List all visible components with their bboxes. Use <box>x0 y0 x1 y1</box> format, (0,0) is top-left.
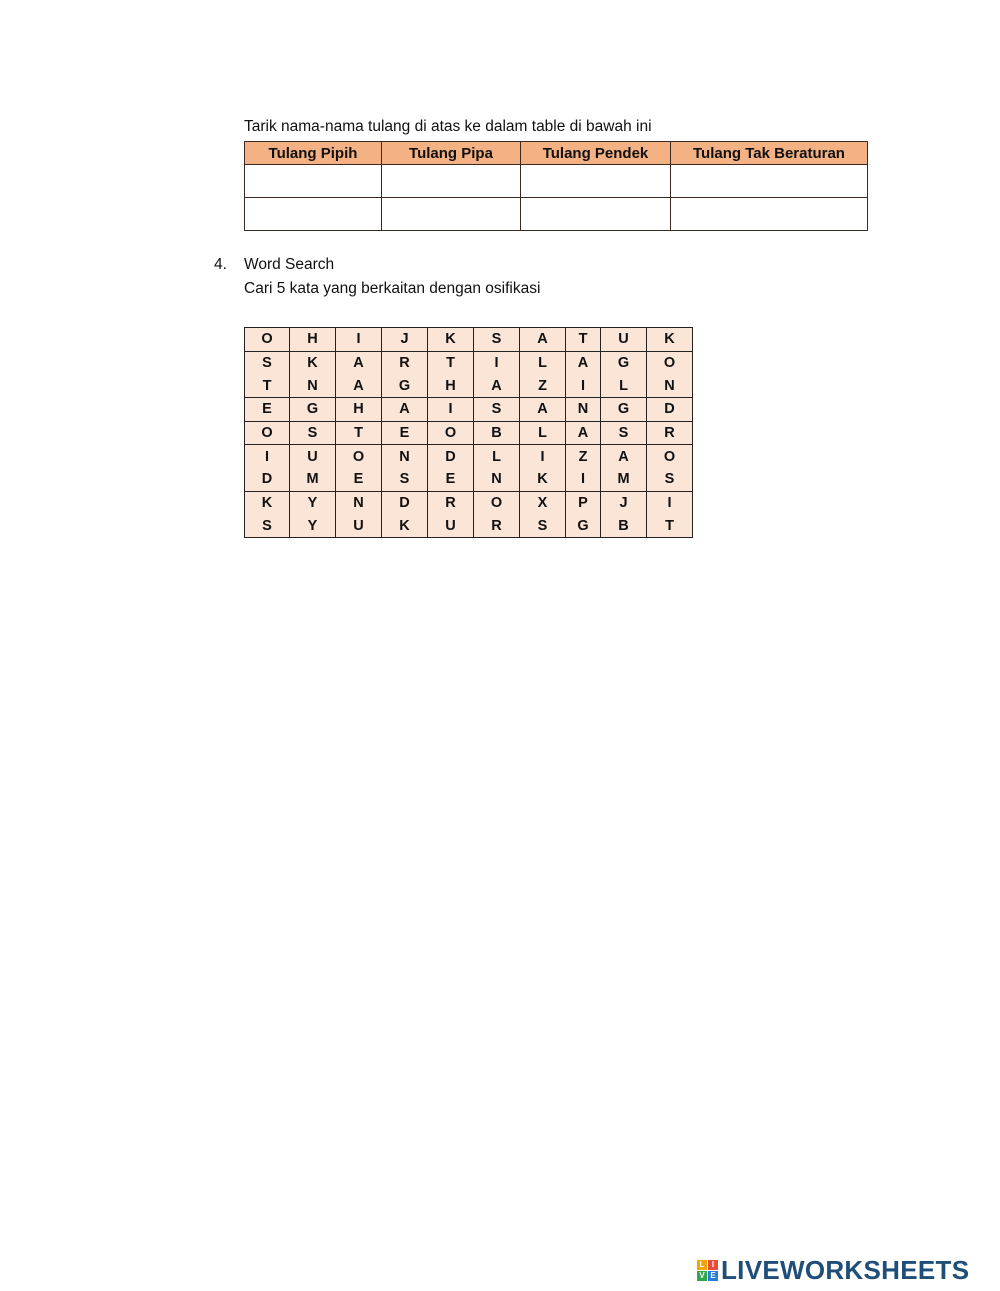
logo-icon <box>697 1260 718 1281</box>
letter-cell[interactable]: P <box>566 491 601 514</box>
letter-cell[interactable]: R <box>382 351 428 374</box>
letter-cell[interactable]: J <box>382 328 428 352</box>
letter-cell[interactable]: O <box>647 351 693 374</box>
logo-text: LIVEWORKSHEETS <box>721 1255 970 1285</box>
letter-cell[interactable]: A <box>336 351 382 374</box>
letter-cell[interactable]: I <box>566 468 601 491</box>
letter-cell[interactable]: J <box>601 491 647 514</box>
letter-cell[interactable]: A <box>520 398 566 422</box>
letter-cell[interactable]: E <box>382 421 428 445</box>
letter-cell[interactable]: D <box>245 468 290 491</box>
letter-cell[interactable]: U <box>601 328 647 352</box>
letter-cell[interactable]: R <box>647 421 693 445</box>
question-number: 4. <box>214 256 227 273</box>
letter-cell[interactable]: A <box>336 374 382 397</box>
letter-cell[interactable]: S <box>647 468 693 491</box>
letter-cell[interactable]: R <box>428 491 474 514</box>
letter-cell[interactable]: A <box>382 398 428 422</box>
letter-cell[interactable]: K <box>520 468 566 491</box>
word-search-row <box>245 515 693 538</box>
letter-cell[interactable]: I <box>474 351 520 374</box>
letter-cell[interactable]: N <box>290 374 336 397</box>
letter-cell[interactable]: O <box>245 328 290 352</box>
drop-cell[interactable] <box>671 165 868 198</box>
question-subtitle: Cari 5 kata yang berkaitan dengan osifikasi <box>244 280 541 297</box>
word-search-row <box>245 491 693 514</box>
letter-cell[interactable]: B <box>601 515 647 538</box>
letter-cell[interactable]: A <box>566 421 601 445</box>
letter-cell[interactable]: G <box>601 351 647 374</box>
word-search-row <box>245 374 693 397</box>
letter-cell[interactable]: O <box>336 445 382 468</box>
letter-cell[interactable]: T <box>336 421 382 445</box>
letter-cell[interactable]: Y <box>290 491 336 514</box>
letter-cell[interactable]: Y <box>290 515 336 538</box>
letter-cell[interactable]: S <box>474 398 520 422</box>
letter-cell[interactable]: B <box>474 421 520 445</box>
letter-cell[interactable]: S <box>382 468 428 491</box>
word-search-row <box>245 398 693 422</box>
logo-tile: E <box>708 1271 718 1281</box>
letter-cell[interactable]: G <box>601 398 647 422</box>
letter-cell[interactable]: U <box>290 445 336 468</box>
bone-table-header-row <box>245 142 868 165</box>
letter-cell[interactable]: A <box>520 328 566 352</box>
drop-cell[interactable] <box>382 198 521 231</box>
letter-cell[interactable]: L <box>601 374 647 397</box>
word-search-grid <box>244 327 693 538</box>
word-search-row <box>245 328 693 352</box>
letter-cell[interactable]: R <box>474 515 520 538</box>
letter-cell[interactable]: T <box>566 328 601 352</box>
header-tulang-pipih: Tulang Pipih <box>245 142 382 165</box>
bone-table-row <box>245 198 868 231</box>
word-search-row <box>245 351 693 374</box>
letter-cell[interactable]: S <box>245 351 290 374</box>
letter-cell[interactable]: E <box>245 398 290 422</box>
letter-cell[interactable]: L <box>474 445 520 468</box>
letter-cell[interactable]: O <box>428 421 474 445</box>
letter-cell[interactable]: K <box>382 515 428 538</box>
letter-cell[interactable]: H <box>428 374 474 397</box>
word-search-row <box>245 421 693 445</box>
letter-cell[interactable]: S <box>290 421 336 445</box>
letter-cell[interactable]: A <box>566 351 601 374</box>
letter-cell[interactable]: K <box>290 351 336 374</box>
letter-cell[interactable]: K <box>245 491 290 514</box>
drop-cell[interactable] <box>382 165 521 198</box>
letter-cell[interactable]: I <box>647 491 693 514</box>
letter-cell[interactable]: M <box>290 468 336 491</box>
letter-cell[interactable]: U <box>336 515 382 538</box>
letter-cell[interactable]: T <box>428 351 474 374</box>
letter-cell[interactable]: I <box>336 328 382 352</box>
letter-cell[interactable]: G <box>382 374 428 397</box>
letter-cell[interactable]: O <box>474 491 520 514</box>
letter-cell[interactable]: I <box>428 398 474 422</box>
letter-cell[interactable]: L <box>520 351 566 374</box>
letter-cell[interactable]: S <box>601 421 647 445</box>
letter-cell[interactable]: U <box>428 515 474 538</box>
letter-cell[interactable]: X <box>520 491 566 514</box>
header-tulang-pendek: Tulang Pendek <box>521 142 671 165</box>
letter-cell[interactable]: O <box>647 445 693 468</box>
letter-cell[interactable]: A <box>474 374 520 397</box>
logo-tile: L <box>697 1260 707 1270</box>
letter-cell[interactable]: K <box>647 328 693 352</box>
letter-cell[interactable]: Z <box>566 445 601 468</box>
letter-cell[interactable]: O <box>245 421 290 445</box>
letter-cell[interactable]: Z <box>520 374 566 397</box>
letter-cell[interactable]: E <box>428 468 474 491</box>
liveworksheets-logo <box>697 1255 969 1286</box>
letter-cell[interactable]: S <box>245 515 290 538</box>
letter-cell[interactable]: H <box>290 328 336 352</box>
letter-cell[interactable]: S <box>520 515 566 538</box>
word-search-row <box>245 468 693 491</box>
header-tulang-tak-beraturan: Tulang Tak Beraturan <box>671 142 868 165</box>
letter-cell[interactable]: N <box>336 491 382 514</box>
letter-cell[interactable]: T <box>647 515 693 538</box>
letter-cell[interactable]: N <box>647 374 693 397</box>
letter-cell[interactable]: G <box>566 515 601 538</box>
logo-tile: V <box>697 1271 707 1281</box>
letter-cell[interactable]: I <box>566 374 601 397</box>
bone-table-row <box>245 165 868 198</box>
letter-cell[interactable]: K <box>428 328 474 352</box>
letter-cell[interactable]: S <box>474 328 520 352</box>
instruction-text: Tarik nama-nama tulang di atas ke dalam table di bawah ini <box>244 118 652 135</box>
drop-cell[interactable] <box>671 198 868 231</box>
letter-cell[interactable]: D <box>647 398 693 422</box>
letter-cell[interactable]: N <box>566 398 601 422</box>
bone-classification-table <box>244 141 868 231</box>
letter-cell[interactable]: D <box>428 445 474 468</box>
drop-cell[interactable] <box>521 198 671 231</box>
letter-cell[interactable]: H <box>336 398 382 422</box>
letter-cell[interactable]: T <box>245 374 290 397</box>
letter-cell[interactable]: A <box>601 445 647 468</box>
drop-cell[interactable] <box>245 198 382 231</box>
letter-cell[interactable]: I <box>245 445 290 468</box>
drop-cell[interactable] <box>245 165 382 198</box>
letter-cell[interactable]: E <box>336 468 382 491</box>
letter-cell[interactable]: D <box>382 491 428 514</box>
drop-cell[interactable] <box>521 165 671 198</box>
logo-tile: I <box>708 1260 718 1270</box>
word-search-row <box>245 445 693 468</box>
question-title: Word Search <box>244 256 335 273</box>
header-tulang-pipa: Tulang Pipa <box>382 142 521 165</box>
letter-cell[interactable]: N <box>474 468 520 491</box>
letter-cell[interactable]: L <box>520 421 566 445</box>
letter-cell[interactable]: M <box>601 468 647 491</box>
letter-cell[interactable]: N <box>382 445 428 468</box>
letter-cell[interactable]: I <box>520 445 566 468</box>
letter-cell[interactable]: G <box>290 398 336 422</box>
